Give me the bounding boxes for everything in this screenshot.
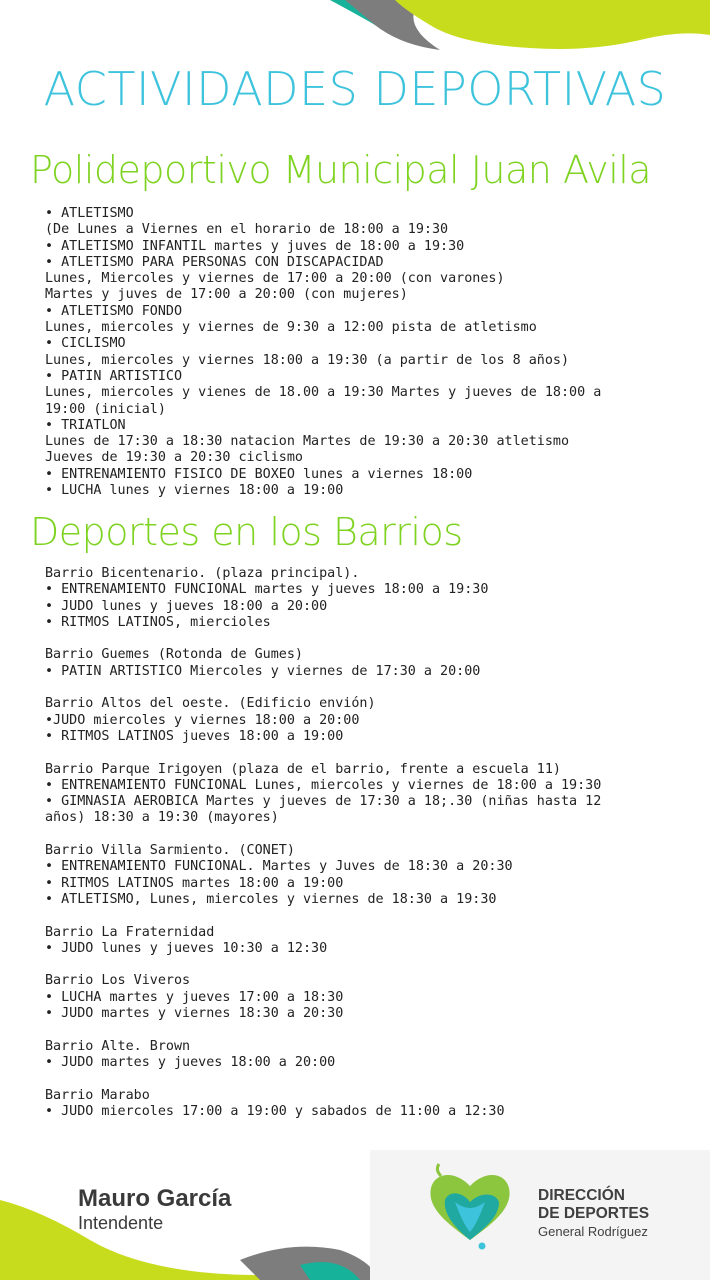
schedule-line: • PATIN ARTISTICO xyxy=(45,368,183,384)
schedule-line: • ATLETISMO FONDO xyxy=(45,303,183,319)
schedule-line: • ENTRENAMIENTO FISICO DE BOXEO lunes a viernes 18:00 xyxy=(45,466,473,482)
schedule-line: • LUCHA martes y jueves 17:00 a 18:30 xyxy=(45,989,344,1005)
barrio-name: Barrio Bicentenario. (plaza principal). xyxy=(45,566,360,581)
barrio-group xyxy=(45,1088,685,1121)
mayor-name: Mauro García xyxy=(78,1185,232,1212)
barrio-name: Barrio Parque Irigoyen (plaza de el barrio, frente a escuela 11) xyxy=(45,761,561,777)
polideportivo-schedule xyxy=(45,206,685,499)
section-title-barrios: Deportes en los Barrios xyxy=(30,510,463,554)
logo-line-1: DIRECCIÓN xyxy=(538,1187,625,1204)
top-decoration xyxy=(0,0,710,60)
barrios-schedule xyxy=(45,566,685,1136)
barrio-name: Barrio La Fraternidad xyxy=(45,924,215,940)
barrio-group xyxy=(45,843,685,908)
barrio-name: Barrio Guemes (Rotonda de Gumes) xyxy=(45,647,303,663)
schedule-line: • CICLISMO xyxy=(45,336,126,352)
schedule-line: Lunes, Miercoles y viernes de 17:00 a 20:00 (con varones) xyxy=(45,271,505,287)
schedule-line: •JUDO miercoles y viernes 18:00 a 20:00 xyxy=(45,712,360,728)
schedule-line: Lunes, miercoles y viernes 18:00 a 19:30 (a partir de los 8 años) xyxy=(45,352,570,368)
page-title: ACTIVIDADES DEPORTIVAS xyxy=(43,62,667,116)
schedule-line: • ATLETISMO INFANTIL martes y juves de 18:00 a 19:30 xyxy=(45,238,465,254)
schedule-line: • JUDO miercoles 17:00 a 19:00 y sabados de 11:00 a 12:30 xyxy=(45,1103,505,1119)
schedule-line: Lunes de 17:30 a 18:30 natacion Martes de 19:30 a 20:30 atletismo xyxy=(45,434,570,450)
schedule-line: años) 18:30 a 19:30 (mayores) xyxy=(45,810,279,826)
logo-text xyxy=(538,1187,649,1240)
schedule-line: • TRIATLON xyxy=(45,417,126,433)
heart-logo-icon xyxy=(425,1162,515,1254)
schedule-line: (De Lunes a Viernes en el horario de 18:00 a 19:30 xyxy=(45,222,449,238)
schedule-line: • JUDO martes y viernes 18:30 a 20:30 xyxy=(45,1006,344,1022)
mayor-signature xyxy=(78,1185,231,1234)
barrio-group xyxy=(45,696,685,745)
barrio-group xyxy=(45,566,685,631)
schedule-line: • GIMNASIA AEROBICA Martes y jueves de 17:30 a 18;.30 (niñas hasta 12 xyxy=(45,794,602,810)
schedule-line: • PATIN ARTISTICO Miercoles y viernes de 17:30 a 20:00 xyxy=(45,663,481,679)
barrio-name: Barrio Los Viveros xyxy=(45,973,191,989)
schedule-line: • JUDO lunes y jueves 10:30 a 12:30 xyxy=(45,940,328,956)
schedule-line: • ENTRENAMIENTO FUNCIONAL martes y jueves 18:00 a 19:30 xyxy=(45,582,489,598)
barrio-group xyxy=(45,647,685,680)
schedule-line: • ATLETISMO PARA PERSONAS CON DISCAPACIDAD xyxy=(45,254,384,270)
schedule-line: Martes y juves de 17:00 a 20:00 (con mujeres) xyxy=(45,287,408,303)
schedule-line: • JUDO martes y jueves 18:00 a 20:00 xyxy=(45,1054,336,1070)
section-title-polideportivo: Polideportivo Municipal Juan Avila xyxy=(30,148,652,192)
schedule-line: • RITMOS LATINOS martes 18:00 a 19:00 xyxy=(45,875,344,891)
barrio-group xyxy=(45,925,685,958)
schedule-line: • RITMOS LATINOS jueves 18:00 a 19:00 xyxy=(45,728,344,744)
schedule-line: • LUCHA lunes y viernes 18:00 a 19:00 xyxy=(45,483,344,499)
barrio-name: Barrio Villa Sarmiento. (CONET) xyxy=(45,843,295,859)
schedule-line: Jueves de 19:30 a 20:30 ciclismo xyxy=(45,450,303,466)
mayor-role: Intendente xyxy=(78,1213,164,1233)
schedule-line: • RITMOS LATINOS, miercioles xyxy=(45,614,271,630)
schedule-line: • ENTRENAMIENTO FUNCIONAL. Martes y Juves de 18:30 a 20:30 xyxy=(45,859,513,875)
schedule-line: Lunes, miercoles y viernes de 9:30 a 12:00 pista de atletismo xyxy=(45,320,537,336)
schedule-line: Lunes, miercoles y vienes de 18.00 a 19:30 Martes y jueves de 18:00 a xyxy=(45,385,602,401)
barrio-name: Barrio Alte. Brown xyxy=(45,1038,191,1054)
schedule-line: 19:00 (inicial) xyxy=(45,401,166,417)
schedule-line: • ENTRENAMIENTO FUNCIONAL Lunes, miercoles y viernes de 18:00 a 19:30 xyxy=(45,777,602,793)
schedule-line: • ATLETISMO, Lunes, miercoles y viernes de 18:30 a 19:30 xyxy=(45,891,497,907)
barrio-group xyxy=(45,973,685,1022)
schedule-line: • JUDO lunes y jueves 18:00 a 20:00 xyxy=(45,598,328,614)
barrio-group xyxy=(45,1039,685,1072)
schedule-line: • ATLETISMO xyxy=(45,206,134,221)
logo-line-3: General Rodríguez xyxy=(538,1224,648,1239)
barrio-name: Barrio Marabo xyxy=(45,1087,150,1103)
logo-line-2: DE DEPORTES xyxy=(538,1205,650,1222)
barrio-group xyxy=(45,762,685,827)
barrio-name: Barrio Altos del oeste. (Edificio envión) xyxy=(45,696,376,712)
